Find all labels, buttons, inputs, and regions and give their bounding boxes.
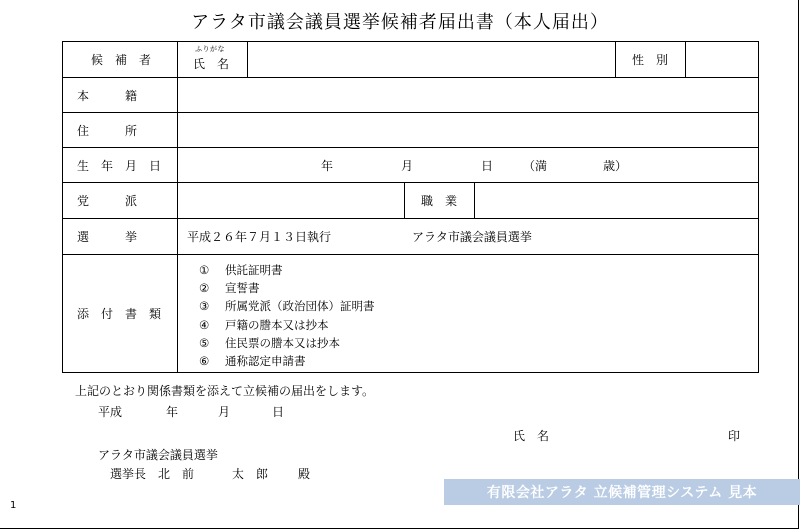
age-open-label: （満 bbox=[523, 158, 548, 173]
gender-label: 性 別 bbox=[631, 53, 668, 67]
age-close-label: 歳） bbox=[603, 158, 628, 173]
submission-statement: 上記のとおり関係書類を添えて立候補の届出をします。 bbox=[75, 384, 375, 398]
attachment-item: ② 宣誓書 bbox=[199, 281, 260, 296]
signer-name-label: 氏 名 bbox=[513, 429, 550, 443]
addressee-honorific: 殿 bbox=[298, 467, 311, 481]
birthdate-row bbox=[63, 148, 758, 183]
attachments-label: 添 付 書 類 bbox=[77, 307, 162, 321]
election-row bbox=[63, 219, 758, 255]
birth-day-label: 日 bbox=[481, 158, 494, 173]
attachment-item: ④ 戸籍の謄本又は抄本 bbox=[199, 317, 329, 332]
occupation-field[interactable] bbox=[475, 183, 759, 218]
election-name: アラタ市議会議員選挙 bbox=[412, 230, 532, 244]
birth-month-label: 月 bbox=[401, 158, 414, 173]
attachment-item: ① 供託証明書 bbox=[199, 263, 283, 277]
election-label: 選 挙 bbox=[77, 230, 138, 244]
party-field[interactable] bbox=[178, 183, 404, 218]
date-month: 月 bbox=[218, 405, 231, 419]
seal-mark: 印 bbox=[728, 429, 741, 443]
page-number: 1 bbox=[10, 500, 17, 511]
date-year: 年 bbox=[166, 405, 179, 419]
domicile-label: 本 籍 bbox=[77, 88, 138, 103]
address-field[interactable] bbox=[178, 113, 758, 147]
gender-field[interactable] bbox=[686, 42, 759, 77]
party-label: 党 派 bbox=[77, 194, 138, 208]
name-label-cell bbox=[177, 42, 247, 77]
sample-watermark: 有限会社アラタ 立候補管理システム 見本 bbox=[444, 479, 800, 505]
birthdate-label: 生 年 月 日 bbox=[77, 158, 162, 173]
addressee-election: アラタ市議会議員選挙 bbox=[98, 448, 218, 462]
address-row bbox=[63, 113, 758, 148]
date-day: 日 bbox=[272, 405, 285, 419]
attachment-item: ⑤ 住民票の謄本又は抄本 bbox=[199, 335, 340, 350]
date-era: 平成 bbox=[98, 405, 123, 419]
name-label: 氏 名 bbox=[193, 57, 230, 71]
party-row bbox=[63, 183, 758, 219]
addressee-name: 太 郎 bbox=[232, 467, 269, 481]
candidate-name-field[interactable] bbox=[248, 42, 615, 77]
domicile-field[interactable] bbox=[178, 78, 758, 112]
attachment-list bbox=[199, 261, 375, 370]
candidate-row bbox=[63, 42, 758, 78]
domicile-row bbox=[63, 78, 758, 113]
attachments-row bbox=[63, 255, 758, 372]
birth-year-label: 年 bbox=[321, 158, 334, 173]
attachment-item: ⑥ 通称認定申請書 bbox=[199, 354, 306, 369]
furigana-label: ふりがな bbox=[195, 45, 225, 53]
document-title: アラタ市議会議員選挙候補者届出書（本人届出） bbox=[191, 12, 609, 33]
addressee-title: 選挙長 北 前 bbox=[110, 467, 195, 481]
attachment-item: ③ 所属党派（政治団体）証明書 bbox=[199, 299, 375, 314]
occupation-label: 職 業 bbox=[420, 194, 457, 208]
election-date: 平成２６年７月１３日執行 bbox=[187, 230, 332, 244]
application-form-table bbox=[62, 41, 759, 373]
address-label: 住 所 bbox=[77, 123, 138, 138]
candidate-label: 候 補 者 bbox=[90, 53, 151, 67]
